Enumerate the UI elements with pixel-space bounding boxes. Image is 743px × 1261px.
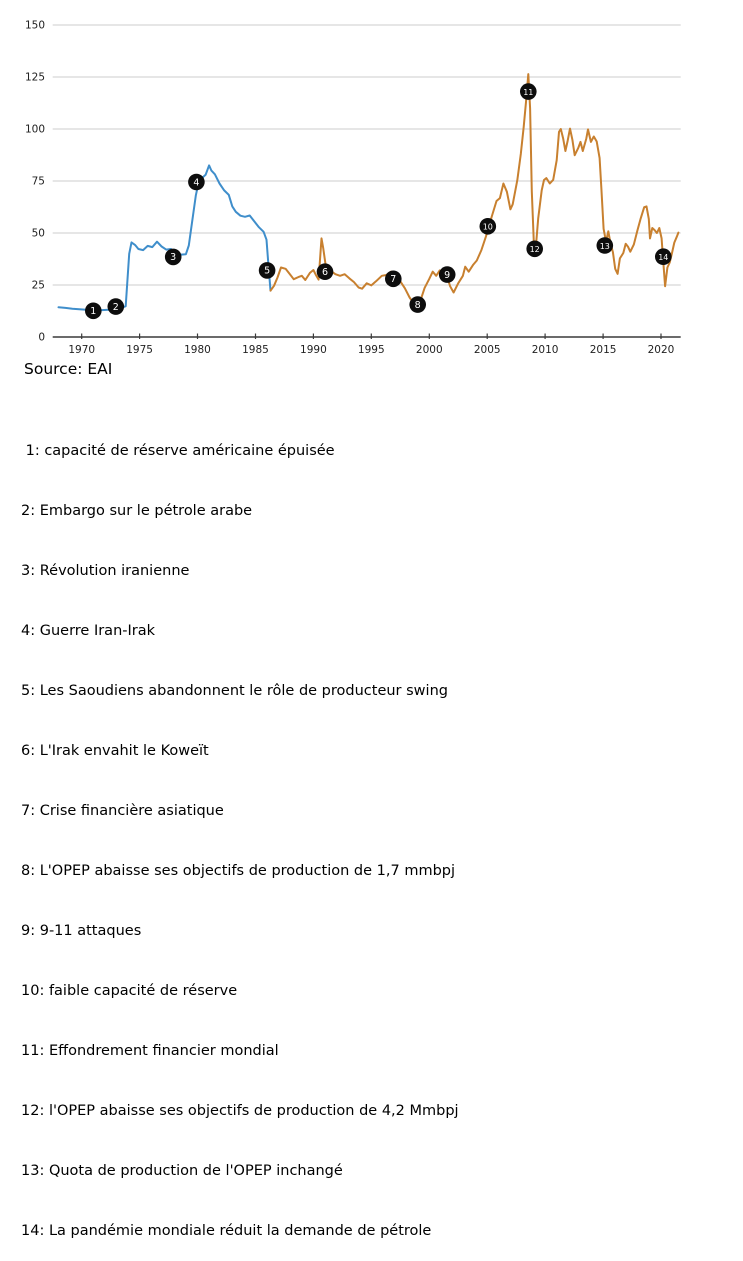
series-lines [59,74,679,310]
event-list-item: 7: Crise financière asiatique [21,803,224,819]
y-axis-labels [25,20,45,344]
x-tick-label: 2010 [531,344,559,356]
event-list-item: 12: l'OPEP abaisse ses objectifs de production de 4,2 Mmbpj [21,1103,459,1119]
source-note: Source: EAI [24,360,113,378]
y-tick-label: 0 [38,331,45,344]
event-marker-label: 7 [390,274,397,286]
event-marker-label: 2 [112,301,119,313]
y-tick-label: 50 [31,227,45,240]
x-tick-label: 2000 [415,344,443,356]
x-tick-label: 1970 [68,344,96,356]
event-list-item: 4: Guerre Iran-Irak [21,623,156,639]
y-tick-label: 100 [24,123,45,136]
event-marker-label: 1 [90,306,97,318]
event-list-item: 2: Embargo sur le pétrole arabe [21,503,253,519]
event-marker-label: 13 [599,241,610,251]
event-marker-label: 4 [193,177,200,189]
event-list-item: 13: Quota de production de l'OPEP inchangé [21,1163,343,1179]
y-tick-label: 25 [31,279,45,292]
event-list-item: 14: La pandémie mondiale réduit la demande de pétrole [21,1223,432,1239]
event-legend [21,401,459,1261]
x-tick-label: 2005 [473,344,501,356]
x-tick-label: 1990 [300,344,327,356]
oil-price-chart [0,0,743,396]
event-list-item: 9: 9-11 attaques [21,923,142,939]
event-list-item: 5: Les Saoudiens abandonnent le rôle de producteur swing [21,683,448,699]
y-tick-label: 125 [24,71,45,84]
x-tick-label: 1975 [126,344,153,356]
y-tick-label: 75 [31,175,45,188]
event-marker-label: 6 [321,267,329,278]
x-tick-label: 1980 [184,344,211,356]
event-list-item: 1: capacité de réserve américaine épuisée [21,443,335,459]
event-list-item: 6: L'Irak envahit le Koweït [21,743,209,759]
x-tick-label: 2015 [589,344,617,356]
y-tick-label: 150 [24,19,45,32]
x-axis [53,334,681,357]
event-marker-label: 11 [523,87,534,97]
event-marker-label: 3 [170,252,177,264]
event-marker-label: 10 [482,222,493,232]
series-line-oil-price-1968-1986 [59,165,271,310]
x-tick-label: 1995 [357,344,385,356]
event-list-item: 8: L'OPEP abaisse ses objectifs de production de 1,7 mmbpj [21,863,456,879]
event-list-item: 11: Effondrement financier mondial [21,1043,279,1059]
event-list-item: 10: faible capacité de réserve [21,983,238,999]
event-list-item: 3: Révolution iranienne [21,563,190,579]
event-marker-label: 8 [414,299,421,311]
event-marker-label: 14 [658,253,669,262]
event-marker-label: 5 [264,265,271,277]
event-marker-label: 12 [529,245,540,255]
chart-canvas [0,0,743,392]
x-tick-label: 1985 [242,344,269,356]
x-tick-label: 2020 [647,344,675,356]
event-marker-label: 9 [444,269,451,281]
event-markers [85,83,672,319]
